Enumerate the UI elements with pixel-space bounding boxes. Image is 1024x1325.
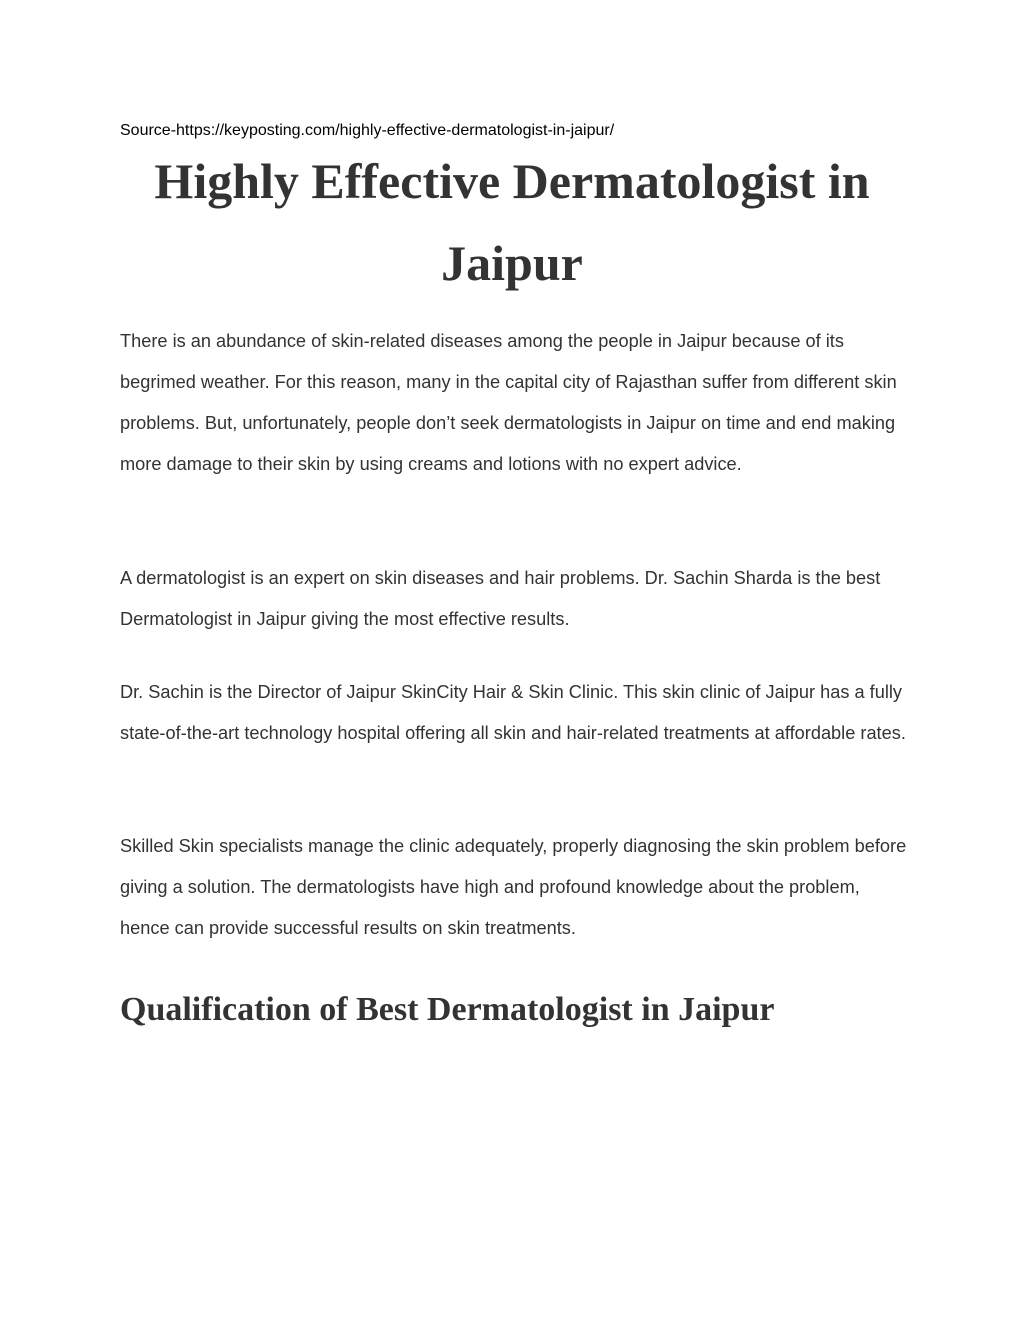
paragraph-3: Dr. Sachin is the Director of Jaipur SkinCity Hair & Skin Clinic. This skin clinic of Jaipur has a fully state-of-the-art technology hospital offering all skin and hair-related treatments at affordable rates. [120,682,906,743]
page-title: Highly Effective Dermatologist in Jaipur [154,153,870,291]
paragraph-4: Skilled Skin specialists manage the clinic adequately, properly diagnosing the skin problem before giving a solution. The dermatologists have high and profound knowledge about the problem, hence can provide successful results on skin treatments. [120,836,907,938]
section-heading-qualification: Qualification of Best Dermatologist in Jaipur [120,991,775,1028]
paragraph-1: There is an abundance of skin-related diseases among the people in Jaipur because of its begrimed weather. For this reason, many in the capital city of Rajasthan suffer from different skin problems. But, unfortunately, people don’t seek dermatologists in Jaipur on time and end making more damage to their skin by using creams and lotions with no expert advice. [120,331,897,474]
source-line: Source-https://keyposting.com/highly-effective-dermatologist-in-jaipur/ [120,122,615,139]
paragraph-2: A dermatologist is an expert on skin diseases and hair problems. Dr. Sachin Sharda is the best Dermatologist in Jaipur giving the most effective results. [120,568,881,629]
